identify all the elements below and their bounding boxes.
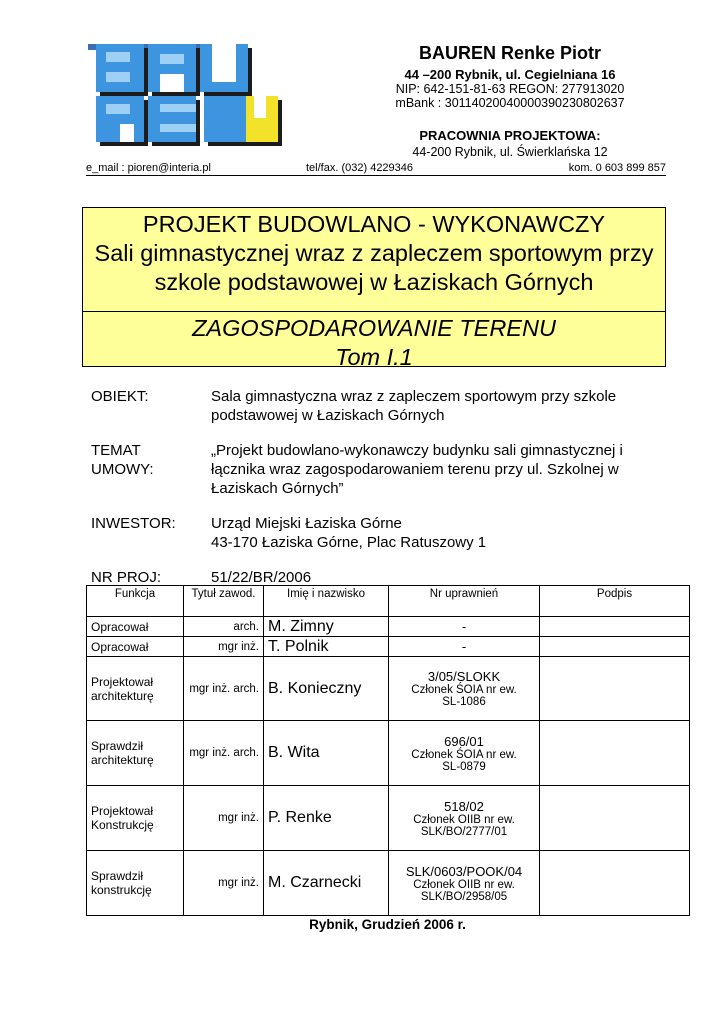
perm-number: SLK/0603/POOK/04 — [405, 863, 523, 879]
perm-reg: SL-1086 — [442, 696, 486, 708]
table-row — [87, 786, 690, 851]
title-line-2: Sali gimnastycznej wraz z zapleczem sportowym przy — [94, 240, 654, 266]
subtitle-line-2: Tom I.1 — [335, 344, 413, 370]
company-address: 44 –200 Rybnik, ul. Cegielniana 16 — [404, 67, 616, 82]
cell-title: mgr inż. — [184, 851, 264, 916]
company-bank: mBank : 30114020040000390230802637 — [395, 96, 625, 110]
perm-member: Członek ŚOIA nr ew. — [411, 684, 517, 696]
company-logo — [86, 40, 286, 150]
title-line-3: szkole podstawowej w Łaziskach Górnych — [154, 269, 594, 295]
cell-title: mgr inż. — [184, 637, 264, 657]
cell-title: mgr inż. arch. — [184, 721, 264, 786]
project-title-box — [82, 207, 666, 370]
perm-number: - — [461, 638, 467, 654]
cell-function: Opracował — [87, 637, 184, 657]
perm-member: Członek OIIB nr ew. — [413, 813, 515, 826]
cell-signature — [540, 657, 690, 721]
cell-function: Projektował Konstrukcję — [87, 786, 184, 851]
contact-row — [86, 162, 666, 176]
studio-address: 44-200 Rybnik, ul. Świerklańska 12 — [412, 145, 608, 159]
cell-permission — [389, 851, 540, 916]
email: e_mail : pioren@interia.pl — [86, 162, 211, 174]
cell-name: B. Wita — [264, 721, 389, 786]
title-line-1: PROJEKT BUDOWLANO - WYKONAWCZY — [142, 211, 606, 237]
mobile-phone: kom. 0 603 899 857 — [568, 162, 666, 174]
cell-name: P. Renke — [264, 786, 389, 851]
tel-fax: tel/fax. (032) 4229346 — [306, 162, 414, 174]
project-subtitle — [83, 312, 665, 372]
cell-name: M. Zimny — [264, 617, 389, 637]
cell-permission — [389, 786, 540, 851]
cell-permission — [389, 637, 540, 657]
header-name: Imię i nazwisko — [264, 586, 389, 617]
cell-permission — [389, 617, 540, 637]
cell-function: Sprawdził konstrukcję — [87, 851, 184, 916]
table-row — [87, 657, 690, 721]
company-name: BAUREN Renke Piotr — [418, 43, 602, 63]
cell-signature — [540, 617, 690, 637]
cell-name: B. Konieczny — [264, 657, 389, 721]
cell-function: Sprawdził architekturę — [87, 721, 184, 786]
cell-name: T. Polnik — [264, 637, 389, 657]
inwestor-line-1: Urząd Miejski Łaziska Górne — [211, 515, 402, 532]
table-header-row — [87, 586, 690, 617]
cell-title: mgr inż. arch. — [184, 657, 264, 721]
inwestor-line-2: 43-170 Łaziska Górne, Plac Ratuszowy 1 — [211, 534, 487, 551]
project-title — [83, 208, 665, 312]
studio-title: PRACOWNIA PROJEKTOWA: — [419, 128, 601, 143]
logo-letters-ren — [96, 96, 282, 146]
header-title: Tytuł zawod. — [184, 586, 264, 617]
perm-number: 3/05/SLOKK — [427, 669, 501, 684]
header-function: Funkcja — [87, 586, 184, 617]
cell-permission — [389, 721, 540, 786]
cell-signature — [540, 637, 690, 657]
cell-name: M. Czarnecki — [264, 851, 389, 916]
table-row — [87, 617, 690, 637]
perm-number: - — [461, 618, 467, 634]
company-nip-regon: NIP: 642-151-81-63 REGON: 277913020 — [395, 82, 625, 96]
table-row — [87, 637, 690, 657]
cell-permission — [389, 657, 540, 721]
perm-reg: SLK/BO/2958/05 — [420, 890, 508, 903]
temat-label: TEMAT UMOWY: — [91, 442, 154, 478]
perm-reg: SL-0879 — [442, 760, 486, 773]
signature-table — [86, 585, 690, 916]
cell-signature — [540, 786, 690, 851]
obiekt-label: OBIEKT: — [91, 388, 149, 405]
cell-function: Projektował architekturę — [87, 657, 184, 721]
inwestor-label: INWESTOR: — [91, 515, 176, 532]
cell-signature — [540, 721, 690, 786]
header-permission: Nr uprawnień — [389, 586, 540, 617]
perm-reg: SLK/BO/2777/01 — [420, 825, 508, 838]
table-row — [87, 721, 690, 786]
perm-number: 518/02 — [444, 798, 484, 814]
place-date: Rybnik, Grudzień 2006 r. — [309, 917, 466, 932]
cell-title: mgr inż. — [184, 786, 264, 851]
logo-letters-bau — [96, 44, 252, 96]
perm-member: Członek ŚOIA nr ew. — [411, 748, 517, 761]
subtitle-line-1: ZAGOSPODAROWANIE TERENU — [192, 315, 556, 341]
cell-title: arch. — [184, 617, 264, 637]
obiekt-value: Sala gimnastyczna wraz z zapleczem sportowym przy szkole podstawowej w Łaziskach Górnych — [211, 388, 617, 424]
header-signature: Podpis — [540, 586, 690, 617]
nr-proj-value: 51/22/BR/2006 — [211, 569, 312, 586]
perm-member: Członek OIIB nr ew. — [413, 878, 515, 891]
nr-proj-label: NR PROJ: — [91, 569, 162, 586]
perm-number: 696/01 — [444, 733, 484, 749]
inwestor-value — [211, 514, 661, 552]
temat-value: „Projekt budowlano-wykonawczy budynku sali gimnastycznej i łącznika wraz zagospodarowaniem terenu przy ul. Szkolnej w Łaziskach Górnych” — [211, 442, 623, 497]
company-contact-block — [360, 67, 660, 110]
table-row — [87, 851, 690, 916]
cell-function: Opracował — [87, 617, 184, 637]
cell-signature — [540, 851, 690, 916]
